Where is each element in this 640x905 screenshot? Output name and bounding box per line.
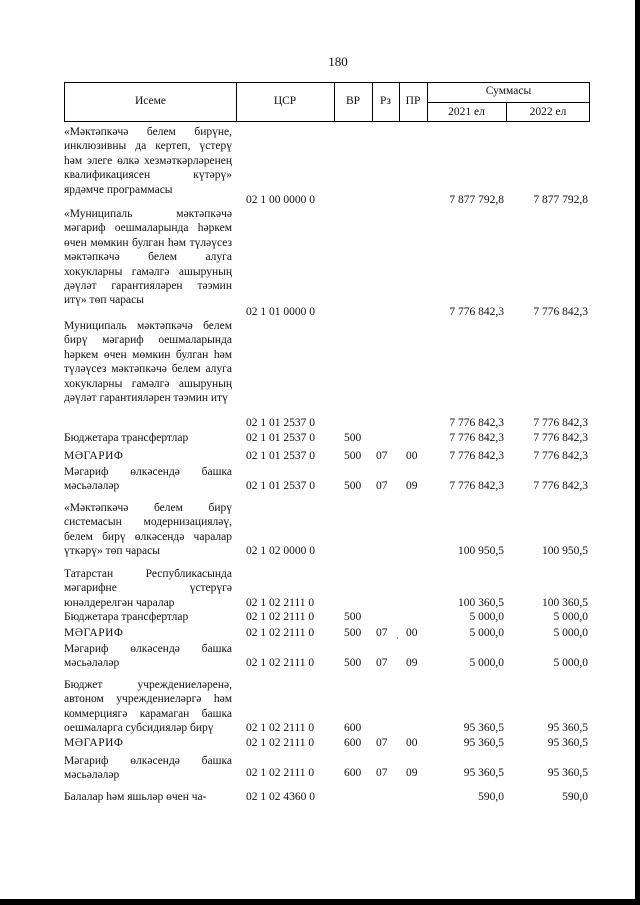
header-year-2021: 2021 ел: [448, 106, 485, 118]
table-row: [64, 319, 590, 431]
row-csr: 02 1 02 2111 0: [246, 767, 315, 779]
row-name: Мәгариф өлкәсендә башка мәсьәләләр: [64, 466, 232, 493]
row-rz: 07: [376, 657, 388, 669]
row-sum-2021: 95 360,5: [463, 722, 504, 734]
row-sum-2021: 5 000,0: [469, 657, 504, 669]
row-name: Муниципаль мәктәпкәчә белем бирү мәгариф оешмаларында һәркем өчен мөмкин булган һәм түләүсез мәктәпкәчә белем алуга хокукларны гамәлгә ашыруның дәүләт гарантияләрен тәэмин итү: [64, 320, 232, 405]
row-vr: 500: [344, 657, 362, 669]
row-csr: 02 1 02 2111 0: [246, 627, 315, 639]
row-sum-2022: 95 360,5: [547, 722, 588, 734]
table-row: [64, 642, 590, 678]
row-vr: 600: [344, 767, 362, 779]
row-sum-2021: 7 776 842,3: [449, 306, 504, 318]
row-pr: 00: [406, 450, 418, 462]
table-row: [64, 449, 590, 465]
row-name: Бюджет учреждениеләренә, автоном учреждениеләргә һәм коммерциягә карамаган башка оешмаларга субсидияләр бирү: [64, 679, 232, 735]
row-pr: 09: [406, 767, 418, 779]
row-sum-2021: 7 776 842,3: [449, 417, 504, 429]
scan-edge-bottom: [0, 899, 640, 905]
row-csr: 02 1 02 2111 0: [246, 722, 315, 734]
row-vr: 500: [344, 611, 362, 623]
row-sum-2022: 5 000,0: [553, 611, 588, 623]
row-csr: 02 1 02 2111 0: [246, 597, 315, 609]
scan-edge-right: [635, 0, 640, 905]
row-vr: 600: [344, 722, 362, 734]
table-row: [64, 610, 590, 626]
row-name: Мәгариф өлкәсендә башка мәсьәләләр: [64, 643, 232, 670]
row-sum-2022: 95 360,5: [547, 767, 588, 779]
row-name: «Мәктәпкәчә белем бирү системасын модернизацияләү, белем бирү өлкәсендә чаралар үткәрү» төп чарасы: [64, 502, 232, 558]
row-sum-2021: 100 360,5: [458, 597, 504, 609]
table-header: [64, 82, 590, 122]
header-name: Исеме: [134, 95, 167, 107]
header-divider: [427, 102, 590, 103]
row-vr: 500: [344, 480, 362, 492]
row-sum-2022: 7 776 842,3: [533, 432, 588, 444]
row-name: МӘГАРИФ: [64, 737, 124, 749]
scan-speck: [397, 637, 398, 639]
page-number: 180: [328, 54, 348, 69]
table-row: [64, 736, 590, 754]
row-rz: 07: [376, 767, 388, 779]
row-sum-2021: 5 000,0: [469, 611, 504, 623]
table-row: [64, 626, 590, 642]
row-sum-2022: 5 000,0: [553, 657, 588, 669]
row-sum-2021: 95 360,5: [463, 767, 504, 779]
budget-table-body: [64, 125, 590, 806]
row-sum-2022: 590,0: [562, 791, 588, 803]
table-row: [64, 431, 590, 449]
table-row: [64, 678, 590, 736]
row-vr: 600: [344, 737, 362, 749]
row-vr: 500: [344, 627, 362, 639]
row-name: Мәгариф өлкәсендә башка мәсьәләләр: [64, 755, 232, 782]
row-pr: 09: [406, 657, 418, 669]
row-sum-2021: 100 950,5: [458, 545, 504, 557]
row-name: МӘГАРИФ: [64, 450, 124, 462]
row-name: Бюджетара трансфертлар: [64, 432, 189, 444]
row-csr: 02 1 02 2111 0: [246, 611, 315, 623]
row-name: «Мәктәпкәчә белем бирүне, инклюзивны да кертеп, үстерү һәм элеге өлкә хезмәткәрләренең квалификациясен күтәрү» ярдәмче программасы: [64, 126, 232, 196]
row-sum-2021: 95 360,5: [463, 737, 504, 749]
row-csr: 02 1 02 0000 0: [246, 545, 315, 557]
row-rz: 07: [376, 480, 388, 492]
row-sum-2022: 7 776 842,3: [533, 480, 588, 492]
row-sum-2021: 7 776 842,3: [449, 480, 504, 492]
table-row: [64, 790, 590, 806]
header-vr: ВР: [345, 95, 361, 107]
row-csr: 02 1 02 4360 0: [246, 791, 315, 803]
row-csr: 02 1 01 2537 0: [246, 450, 315, 462]
row-csr: 02 1 01 0000 0: [246, 306, 315, 318]
row-name: «Муниципаль мәктәпкәчә мәгариф оешмаларында һәркем өчен мөмкин булган һәм түләүсез мәктәпкәчә белем алуга хокукларны гамәлгә ашыруның дәүләт гарантияләрен тәэмин итү» төп чарасы: [64, 208, 232, 307]
row-sum-2022: 95 360,5: [547, 737, 588, 749]
header-rz: Рз: [380, 95, 391, 107]
row-sum-2022: 7 776 842,3: [533, 417, 588, 429]
table-row: [64, 207, 590, 319]
row-pr: 00: [406, 627, 418, 639]
row-csr: 02 1 01 2537 0: [246, 480, 315, 492]
row-pr: 00: [406, 737, 418, 749]
row-sum-2022: 7 776 842,3: [533, 450, 588, 462]
header-year-2022: 2022 ел: [529, 106, 567, 118]
row-sum-2022: 5 000,0: [553, 627, 588, 639]
row-rz: 07: [376, 627, 388, 639]
row-sum-2021: 7 776 842,3: [449, 432, 504, 444]
row-pr: 09: [406, 480, 418, 492]
row-sum-2021: 5 000,0: [469, 627, 504, 639]
row-csr: 02 1 02 2111 0: [246, 737, 315, 749]
row-name: Татарстан Республикасында мәгарифне үстерүгә юнәлдерелгән чаралар: [64, 568, 232, 609]
row-sum-2021: 7 776 842,3: [449, 450, 504, 462]
header-csr: ЦСР: [273, 95, 297, 107]
row-rz: 07: [376, 737, 388, 749]
row-csr: 02 1 02 2111 0: [246, 657, 315, 669]
row-name: Балалар һәм яшьләр өчен ча-: [64, 791, 207, 803]
row-sum-2022: 7 877 792,8: [533, 194, 588, 206]
row-name: МӘГАРИФ: [64, 627, 124, 639]
row-csr: 02 1 00 0000 0: [246, 194, 315, 206]
row-vr: 500: [344, 450, 362, 462]
row-vr: 500: [344, 432, 362, 444]
table-row: [64, 465, 590, 501]
row-csr: 02 1 01 2537 0: [246, 417, 315, 429]
row-sum-2022: 7 776 842,3: [533, 306, 588, 318]
row-sum-2022: 100 950,5: [542, 545, 588, 557]
row-sum-2021: 590,0: [478, 791, 504, 803]
table-row: [64, 754, 590, 790]
row-sum-2022: 100 360,5: [542, 597, 588, 609]
table-row: [64, 567, 590, 610]
header-pr: ПР: [405, 95, 421, 107]
header-sums: Суммасы: [485, 85, 532, 97]
row-name: Бюджетара трансфертлар: [64, 611, 189, 623]
table-row: [64, 125, 590, 207]
row-csr: 02 1 01 2537 0: [246, 432, 315, 444]
row-sum-2021: 7 877 792,8: [449, 194, 504, 206]
table-row: [64, 501, 590, 567]
row-rz: 07: [376, 450, 388, 462]
